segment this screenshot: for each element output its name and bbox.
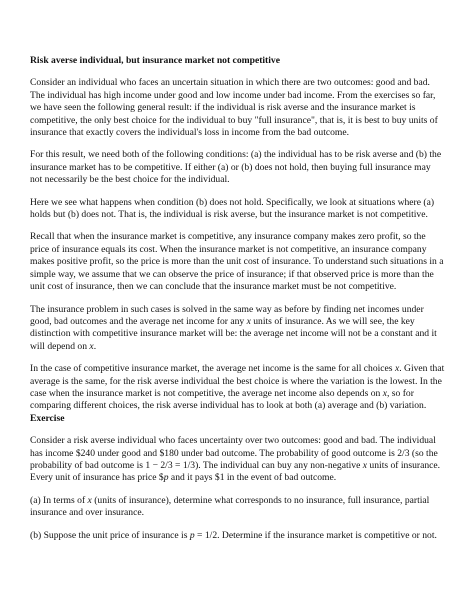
exercise-paragraph — [30, 530, 445, 542]
body-paragraph — [30, 231, 445, 293]
text-run: Consider a risk averse individual who faces uncertainty over two outcomes: good and bad. The individual has income $240 under good and $180 under bad outcome. The probability of good outcome is 2/3 (so the probability of bad outcome is 1 − 2/3 = 1/3). The individual can buy any non-negative — [30, 435, 438, 471]
body-paragraph — [30, 363, 445, 413]
math-variable: x — [382, 387, 387, 399]
text-run: The insurance problem in such cases is solved in the same way as before by finding net incomes under good, bad outcomes and the average net income for any — [30, 303, 424, 327]
text-run: Consider an individual who faces an uncertain situation in which there are two outcomes: good and bad. The individual has high income under good and low income under bad income. From the exercises so far, we have seen the following general result: if the individual is risk averse and the insurance market is competitive, the only best choice for the individual to buy "full insurance", that is, it is best to buy units of insurance that exactly covers the individual's loss in income from the bad outcome. — [30, 77, 438, 139]
body-paragraph — [30, 77, 445, 139]
text-run: units of insurance. Every unit of insurance has price $ — [30, 459, 441, 484]
text-run: In the case of competitive insurance market, the average net income is the same for all choices — [30, 363, 395, 375]
text-run: . — [93, 340, 97, 352]
text-run: Recall that when the insurance market is competitive, any insurance company makes zero profit, so the price of insurance equals its cost. When the insurance market is not competitive, an insurance company makes positive profit, so the price is more than the unit cost of insurance. To understand such situations in a simple way, we assume that we can observe the price of insurance; if that observed price is more than the unit cost of insurance, then we can conclude that the insurance market must be not competitive. — [30, 231, 444, 293]
section-body — [30, 77, 445, 412]
text-run: . Given that average is the same, for the risk averse individual the best choice is where the variation is the lowest. In the case when the insurance market is not competitive, the average net income also depends on — [30, 363, 445, 399]
math-variable: x — [89, 340, 94, 352]
section-title: Risk averse individual, but insurance market not competitive — [30, 55, 280, 66]
math-variable: x — [394, 363, 400, 375]
body-paragraph — [30, 149, 445, 186]
math-variable: x — [246, 315, 251, 327]
text-run: = 1/2. Determine if the insurance market is competitive or not. — [194, 529, 437, 541]
text-run: , so for comparing different choices, the risk averse individual has to look at both (a) average and (b) variation. — [30, 387, 427, 412]
text-run: (a) In terms of — [30, 494, 88, 506]
document-body — [30, 55, 445, 542]
body-paragraph — [30, 304, 445, 354]
text-run: Here we see what happens when condition (b) does not hold. Specifically, we look at situations where (a) holds but (b) does not. That is, the individual is risk averse, but the insurance market is not competitive. — [30, 196, 435, 221]
exercise-heading: Exercise — [30, 412, 65, 424]
body-paragraph — [30, 197, 445, 222]
text-run: (b) Suppose the unit price of insurance is — [30, 529, 190, 541]
math-variable: p — [163, 472, 169, 484]
math-variable: x — [362, 459, 368, 471]
exercise-paragraph — [30, 495, 445, 520]
exercise-body — [30, 435, 445, 542]
math-variable: x — [87, 494, 92, 506]
math-variable: p — [189, 529, 195, 541]
text-run: units of insurance. As we will see, the key distinction with competitive insurance market will be: the average net income will not be a constant and it will depend on — [30, 315, 437, 352]
text-run: and it pays $1 in the event of bad outcome. — [168, 472, 337, 484]
text-run: For this result, we need both of the following conditions: (a) the individual has to be risk averse and (b) the insurance market has to be competitive. If either (a) or (b) does not hold, then buying full insurance may not necessarily be the best choice for the individual. — [30, 149, 442, 186]
exercise-paragraph — [30, 435, 445, 485]
text-run: (units of insurance), determine what corresponds to no insurance, full insurance, partial insurance and over insurance. — [30, 494, 430, 519]
